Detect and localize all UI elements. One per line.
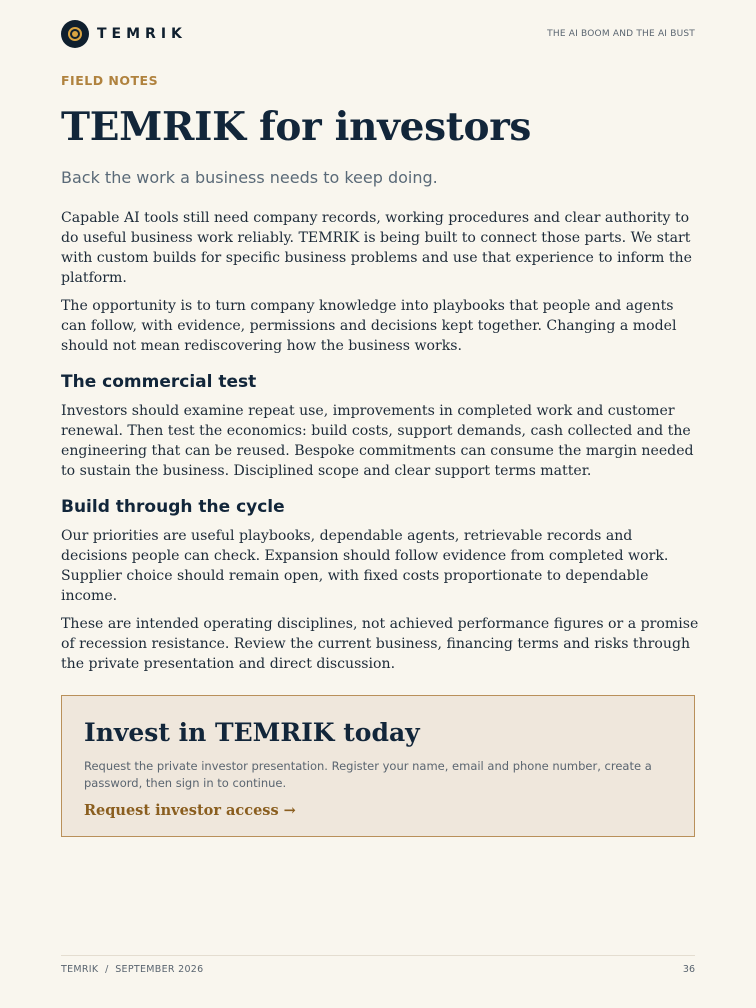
intro-paragraph-1: Capable AI tools still need company records, working procedures and clear authority to do useful business work reliably. TEMRIK is being built to connect those parts. We start with custom builds for specific business problems and use that experience to inform the platform. xyxy=(61,210,692,286)
footer-publication: TEMRIK / SEPTEMBER 2026 xyxy=(61,964,204,975)
page-header xyxy=(61,20,695,50)
page-number: 36 xyxy=(682,964,695,975)
investor-cta-box xyxy=(61,695,695,837)
temrik-logo-icon xyxy=(61,20,89,48)
intro-paragraph-2: The opportunity is to turn company knowledge into playbooks that people and agents can follow, with evidence, permissions and decisions kept together. Changing a model should not mean rediscovering how the business works. xyxy=(61,298,677,354)
section-kicker: FIELD NOTES xyxy=(61,73,159,88)
running-head: THE AI BOOM AND THE AI BUST xyxy=(547,29,695,39)
page-title: TEMRIK for investors xyxy=(61,104,532,150)
section-heading-commercial: The commercial test xyxy=(61,372,257,392)
brand-name: TEMRIK xyxy=(97,26,187,42)
section-heading-cycle: Build through the cycle xyxy=(61,497,285,517)
footer-divider xyxy=(61,955,695,956)
cycle-paragraph-1: Our priorities are useful playbooks, dependable agents, retrievable records and decisions people can check. Expansion should follow evidence from completed work. Supplier choice should remain open, with fixed costs proportionate to dependable income. xyxy=(61,528,669,604)
request-investor-access-link[interactable]: Request investor access → xyxy=(84,802,296,819)
page-subtitle: Back the work a business needs to keep doing. xyxy=(61,168,438,187)
article-body xyxy=(61,208,701,682)
cta-description: Request the private investor presentation. Register your name, email and phone number, create a password, then sign in to continue. xyxy=(84,759,652,790)
cta-title: Invest in TEMRIK today xyxy=(84,718,420,747)
cycle-paragraph-2: These are intended operating disciplines, not achieved performance figures or a promise of recession resistance. Review the current business, financing terms and risks through the private presentation and direct discussion. xyxy=(61,616,699,672)
commercial-paragraph: Investors should examine repeat use, improvements in completed work and customer renewal. Then test the economics: build costs, support demands, cash collected and the engineering that can be reused. Bespoke commitments can consume the margin needed to sustain the business. Disciplined scope and clear support terms matter. xyxy=(61,403,694,479)
